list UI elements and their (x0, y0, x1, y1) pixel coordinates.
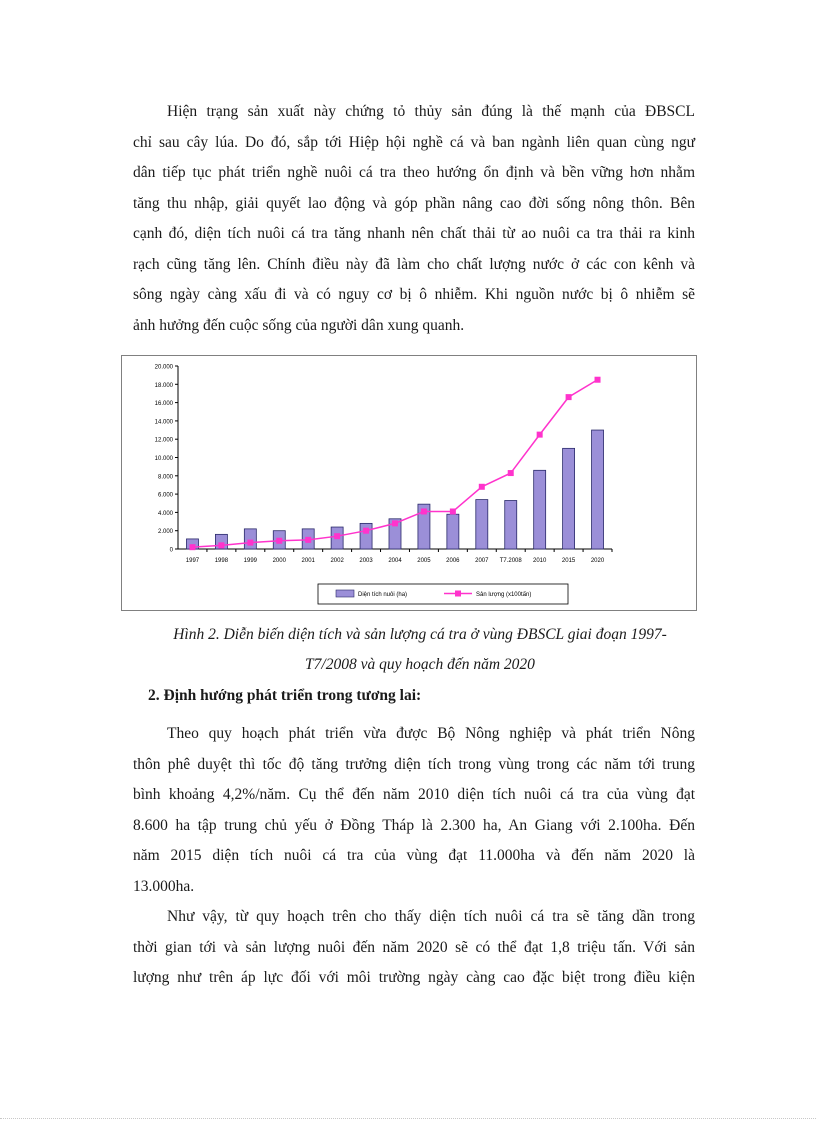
x-tick-label: 2003 (359, 558, 373, 564)
line-point (450, 508, 456, 514)
y-tick-label: 6.000 (157, 492, 173, 499)
x-tick-label: 2001 (301, 558, 315, 564)
paragraph-line: chỉ sau cây lúa. Do đó, sắp tới Hiệp hội nghề cá và ban ngành liên quan cùng ngư (133, 133, 695, 151)
section-heading: 2. Định hướng phát triển trong tương lai: (148, 687, 422, 704)
x-tick-label: 2020 (590, 558, 605, 564)
line-point (595, 377, 601, 383)
paragraph-line: ảnh hưởng đến cuộc sống của người dân xung quanh. (133, 316, 465, 334)
line-point (479, 484, 485, 490)
paragraph-line: năm 2015 diện tích nuôi cá tra của vùng đạt 11.000ha và đến năm 2020 là (133, 847, 695, 864)
page-bottom-rule (0, 1118, 816, 1119)
x-tick-label: 2002 (330, 558, 344, 564)
bar (534, 470, 546, 549)
x-tick-label: 1999 (243, 558, 258, 564)
bar (244, 529, 256, 549)
x-tick-label: 2004 (388, 558, 402, 564)
x-tick-label: 2007 (475, 558, 489, 564)
line-point (305, 537, 311, 543)
line-point (334, 533, 340, 539)
paragraph-line: dân tiếp tục phát triển nghề nuôi cá tra theo hướng ổn định và bền vững hơn nhằm (133, 164, 695, 181)
paragraph-line: thôn phê duyệt thì tốc độ tăng trưởng diện tích trong vùng trong các năm tới trung (133, 755, 695, 773)
legend-swatch-bars (336, 590, 354, 597)
paragraph-line: Hiện trạng sản xuất này chứng tỏ thủy sản đúng là thế mạnh của ĐBSCL (167, 103, 695, 120)
line-point (566, 394, 572, 400)
legend-swatch-marker (455, 591, 461, 597)
paragraph-line: bình khoảng 4,2%/năm. Cụ thể đến năm 2010 diện tích nuôi cá tra của vùng đạt (133, 786, 695, 803)
paragraph-line: cạnh đó, diện tích nuôi cá tra tăng nhanh nên chất thải từ ao nuôi ca tra thải ra kinh (133, 225, 695, 242)
x-tick-label: T7.2008 (499, 558, 522, 564)
figure-caption-line-2: T7/2008 và quy hoạch đến năm 2020 (305, 656, 535, 673)
bar (563, 448, 575, 549)
bar (447, 514, 459, 549)
y-tick-label: 14.000 (154, 419, 173, 426)
y-tick-label: 4.000 (157, 510, 173, 517)
x-tick-label: 1998 (214, 558, 229, 564)
line-point (537, 432, 543, 438)
paragraph-line: tăng thu nhập, giải quyết lao động và góp phần nâng cao đời sống nông thôn. Bên (133, 194, 695, 212)
paragraph-line: sông ngày càng xấu đi và có nguy cơ bị ô nhiễm. Khi nguồn nước bị ô nhiễm sẽ (133, 286, 695, 303)
y-tick-label: 8.000 (157, 474, 173, 481)
y-tick-label: 16.000 (154, 401, 173, 408)
x-tick-label: 2000 (272, 558, 286, 564)
y-tick-label: 2.000 (157, 529, 173, 536)
bar (592, 430, 604, 549)
y-tick-label: 0 (169, 547, 173, 554)
paragraph-line: 8.600 ha tập trung chủ yếu ở Đồng Tháp là 2.300 ha, An Giang với 2.100ha. Đến (133, 816, 695, 834)
line-point (508, 470, 514, 476)
paragraph-line: rạch cũng tăng lên. Chính điều này đã làm cho chất lượng nước ở các con kênh và (133, 255, 695, 273)
chart (121, 355, 697, 611)
paragraph-line: Như vậy, từ quy hoạch trên cho thấy diện tích nuôi cá tra sẽ tăng dần trong (167, 908, 695, 925)
x-tick-label: 1997 (185, 558, 200, 564)
x-tick-label: 2005 (417, 558, 431, 564)
bar (476, 500, 488, 549)
line-point (363, 528, 369, 534)
line-point (421, 508, 427, 514)
x-tick-label: 2010 (532, 558, 547, 564)
line-point (392, 520, 398, 526)
paragraph-1 (133, 97, 695, 341)
x-tick-label: 2006 (446, 558, 460, 564)
paragraph-line: lượng như trên áp lực đối với môi trường ngày càng cao đặc biệt trong điều kiện (133, 969, 695, 986)
line-point (247, 540, 253, 546)
paragraph-line: Theo quy hoạch phát triển vừa được Bộ Nông nghiệp và phát triển Nông (167, 725, 695, 742)
line-point (218, 542, 224, 548)
y-tick-label: 10.000 (154, 456, 173, 462)
y-tick-label: 18.000 (154, 382, 173, 389)
bar (360, 523, 372, 549)
line-point (276, 538, 282, 544)
paragraph-3 (133, 902, 695, 994)
chart-svg (122, 356, 696, 610)
bar (505, 501, 517, 549)
y-tick-label: 12.000 (154, 437, 173, 444)
paragraph-line: thời gian tới và sản lượng nuôi đến năm 2020 sẽ có thể đạt 1,8 triệu tấn. Với sản (133, 938, 695, 956)
paragraph-line: 13.000ha. (133, 877, 195, 895)
legend-label-bars: Diện tích nuôi (ha) (358, 592, 408, 598)
figure-caption-line-1: Hình 2. Diễn biến diện tích và sản lượng cá tra ở vùng ĐBSCL giai đoạn 1997- (173, 626, 667, 643)
paragraph-2 (133, 719, 695, 902)
x-tick-label: 2015 (561, 558, 576, 564)
legend-label-line: Sản lượng (x100tấn) (476, 592, 532, 598)
y-tick-label: 20.000 (154, 364, 173, 371)
line-point (189, 544, 195, 550)
